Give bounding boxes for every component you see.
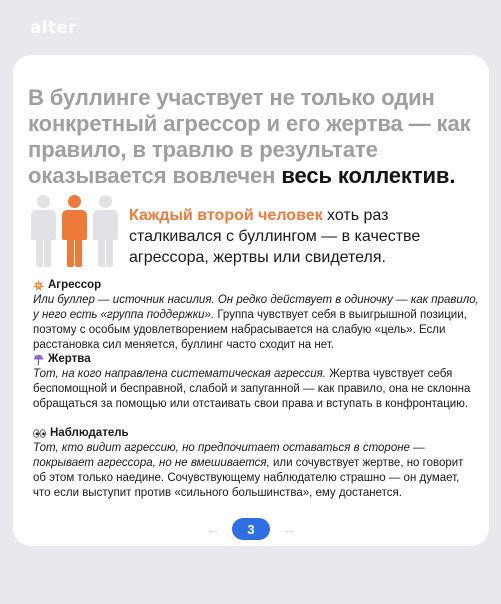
people-illustration [29,195,121,275]
brand-logo: alter [30,18,77,38]
burst-icon [33,280,44,291]
section-victim [33,352,479,412]
statistic-text [129,205,474,268]
content-card [13,55,489,546]
section-plain-text: Жертва чувствует себя беспомощной и бесправной, слабой и запуганной — как правило, она не склонна обращаться за помощью или отстаивать свои права и вступать в конфронтацию. [33,368,471,410]
section-aggressor-title [33,278,479,293]
section-observer [33,426,479,501]
prev-page-arrow[interactable]: ← [206,521,220,537]
headline-emphasis-text: весь коллектив. [281,163,456,188]
headline [28,85,478,189]
section-italic-text: Тот, кто видит агрессию, но предпочитает оставаться в стороне — покрывает агрессора, но не вмешивается, [33,442,425,469]
section-victim-title [33,352,479,367]
umbrella-rain-icon [33,354,44,365]
section-title-text: Жертва [48,353,91,365]
section-body [33,367,479,412]
section-plain-text: или сочувствует жертве, но говорит об этом только наедине. Сочувствующему наблюдателю страшно — он думает, что если выступит против «сильного большинства», ему достанется. [33,457,464,499]
pagination [13,517,489,541]
statistic-rest: хоть раз сталкивался с буллингом — в качестве агрессора, жертвы или свидетеля. [129,207,421,266]
section-body [33,441,479,501]
section-body [33,293,479,353]
eyes-icon [33,428,46,439]
section-plain-text: Группа чувствует себя в выигрышной позиции, поэтому с особым удовлетворением набрасывается на слабую «цель». Если расстановка сил меняется, буллинг часто сходит на нет. [33,309,467,351]
section-title-text: Наблюдатель [50,427,129,439]
headline-gray-text: В буллинге участвует не только один конкретный агрессор и его жертва — как правило, в травлю в результате оказывается вовлечен [28,85,471,188]
section-aggressor [33,278,479,353]
statistic-accent: Каждый второй человек [129,207,323,224]
section-observer-title [33,426,479,441]
section-title-text: Агрессор [48,279,102,291]
section-italic-text: Тот, на кого направлена систематическая агрессия. [33,368,326,380]
section-italic-text: Или буллер — источник насилия. Он редко действует в одиночку — как правило, у него есть «группа поддержки». [33,294,479,321]
current-page-indicator: 3 [232,518,270,540]
next-page-arrow[interactable]: → [282,521,296,537]
